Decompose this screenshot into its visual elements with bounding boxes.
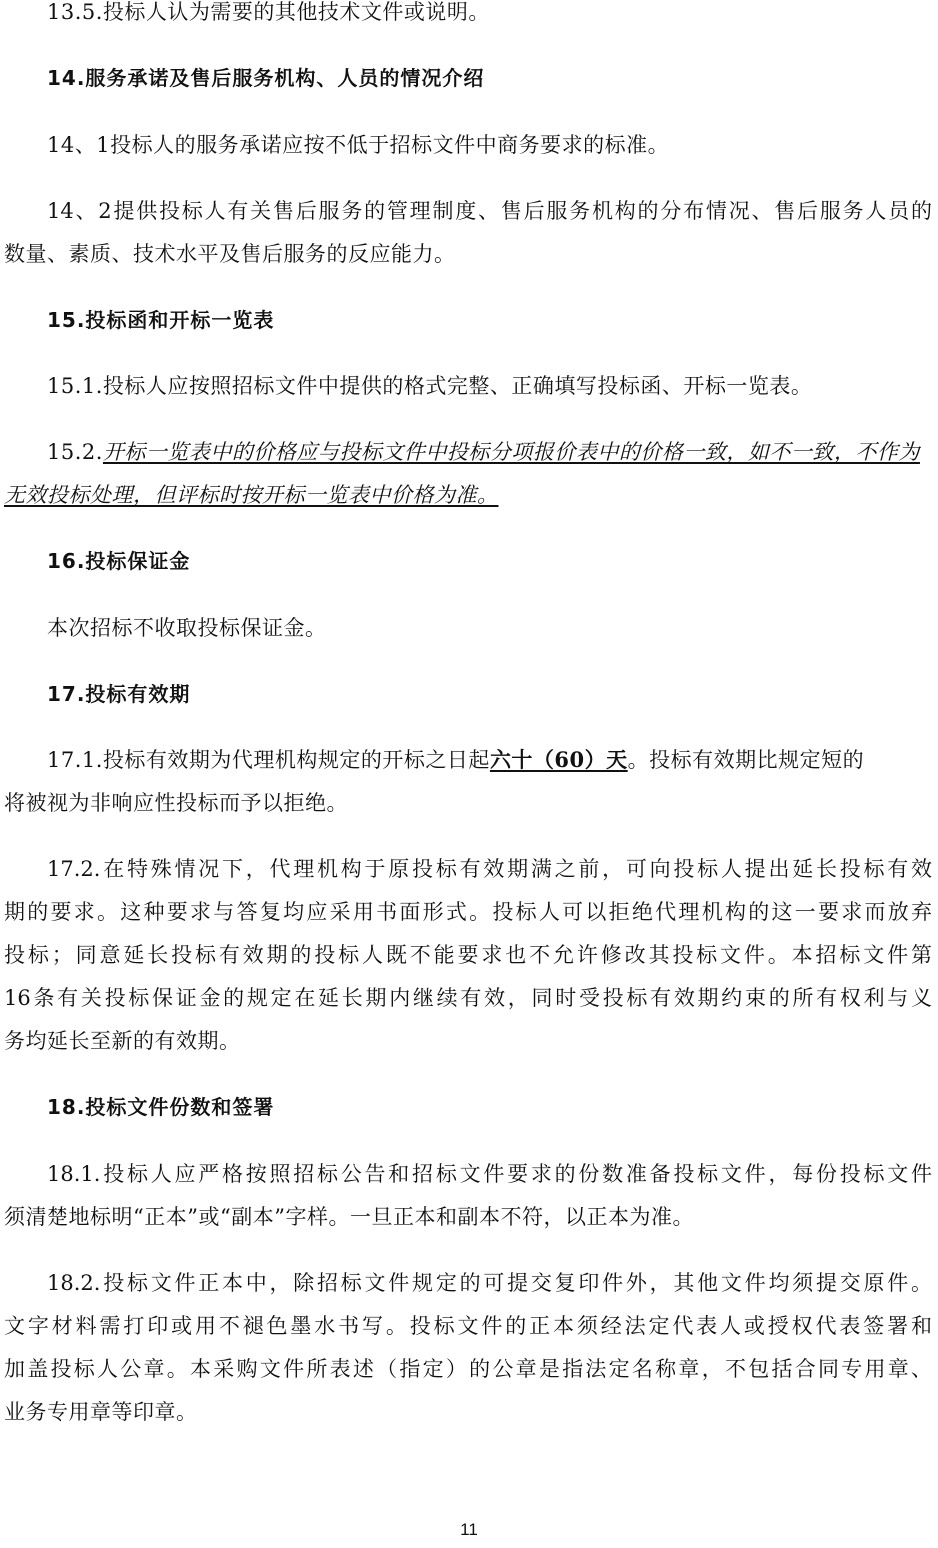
paragraph-17-2-line-4: 16条有关投标保证金的规定在延长期内继续有效，同时受投标有效期约束的所有权利与义: [4, 986, 932, 1010]
paragraph-15-2-emphasis-end: 无效投标处理，但评标时按开标一览表中价格为准。: [4, 483, 499, 507]
section-heading-16: 16.投标保证金: [47, 549, 191, 573]
section-heading-15: 15.投标函和开标一览表: [47, 308, 275, 332]
paragraph-13-5: 13.5.投标人认为需要的其他技术文件或说明。: [47, 0, 490, 24]
paragraph-18-1-line-2: 须清楚地标明“正本”或“副本”字样。一旦正本和副本不符，以正本为准。: [4, 1205, 694, 1229]
page-number: 11: [460, 1520, 478, 1539]
paragraph-15-2-line-2: [0, 477, 938, 513]
paragraph-17-1-line-2: 将被视为非响应性投标而予以拒绝。: [4, 791, 348, 815]
section-heading-14: 14.服务承诺及售后服务机构、人员的情况介绍: [47, 66, 485, 90]
paragraph-17-2-line-1: 17.2.在特殊情况下，代理机构于原投标有效期满之前，可向投标人提出延长投标有效: [47, 857, 932, 881]
paragraph-18-2-line-3: 加盖投标人公章。本采购文件所表述（指定）的公章是指法定名称章，不包括合同专用章、: [4, 1357, 932, 1381]
paragraph-16: 本次招标不收取投标保证金。: [47, 616, 327, 640]
paragraph-17-2-line-5: 务均延长至新的有效期。: [4, 1029, 241, 1053]
paragraph-17-1-text-after: 。投标有效期比规定短的: [627, 748, 865, 772]
paragraph-17-2-line-2: 期的要求。这种要求与答复均应采用书面形式。投标人可以拒绝代理机构的这一要求而放弃: [4, 900, 932, 924]
paragraph-15-2-number: 15.2.: [47, 440, 103, 464]
paragraph-14-2-line-1: 14、2提供投标人有关售后服务的管理制度、售后服务机构的分布情况、售后服务人员的: [47, 199, 932, 223]
section-heading-18: 18.投标文件份数和签署: [47, 1095, 275, 1119]
paragraph-15-2-emphasis: 开标一览表中的价格应与投标文件中投标分项报价表中的价格一致，如不一致，不作为: [102, 440, 920, 464]
paragraph-14-1: 14、1投标人的服务承诺应按不低于招标文件中商务要求的标准。: [47, 133, 670, 157]
paragraph-18-2-line-2: 文字材料需打印或用不褪色墨水书写。投标文件的正本须经法定代表人或授权代表签署和: [4, 1314, 932, 1338]
paragraph-18-1-line-1: 18.1.投标人应严格按照招标公告和招标文件要求的份数准备投标文件，每份投标文件: [47, 1162, 932, 1186]
paragraph-17-1-text: 17.1.投标有效期为代理机构规定的开标之日起: [47, 748, 490, 772]
paragraph-15-1: 15.1.投标人应按照招标文件中提供的格式完整、正确填写投标函、开标一览表。: [47, 374, 813, 398]
paragraph-15-2-line-1: [0, 434, 938, 470]
paragraph-14-2-line-2: 数量、素质、技术水平及售后服务的反应能力。: [4, 242, 456, 266]
paragraph-17-2-line-3: 投标；同意延长投标有效期的投标人既不能要求也不允许修改其投标文件。本招标文件第: [4, 943, 932, 967]
paragraph-18-2-line-4: 业务专用章等印章。: [4, 1400, 198, 1424]
paragraph-17-1-line-1: [0, 742, 938, 778]
section-heading-17: 17.投标有效期: [47, 682, 191, 706]
paragraph-18-2-line-1: 18.2.投标文件正本中，除招标文件规定的可提交复印件外，其他文件均须提交原件。: [47, 1271, 932, 1295]
validity-days: 六十（60）天: [489, 747, 628, 772]
